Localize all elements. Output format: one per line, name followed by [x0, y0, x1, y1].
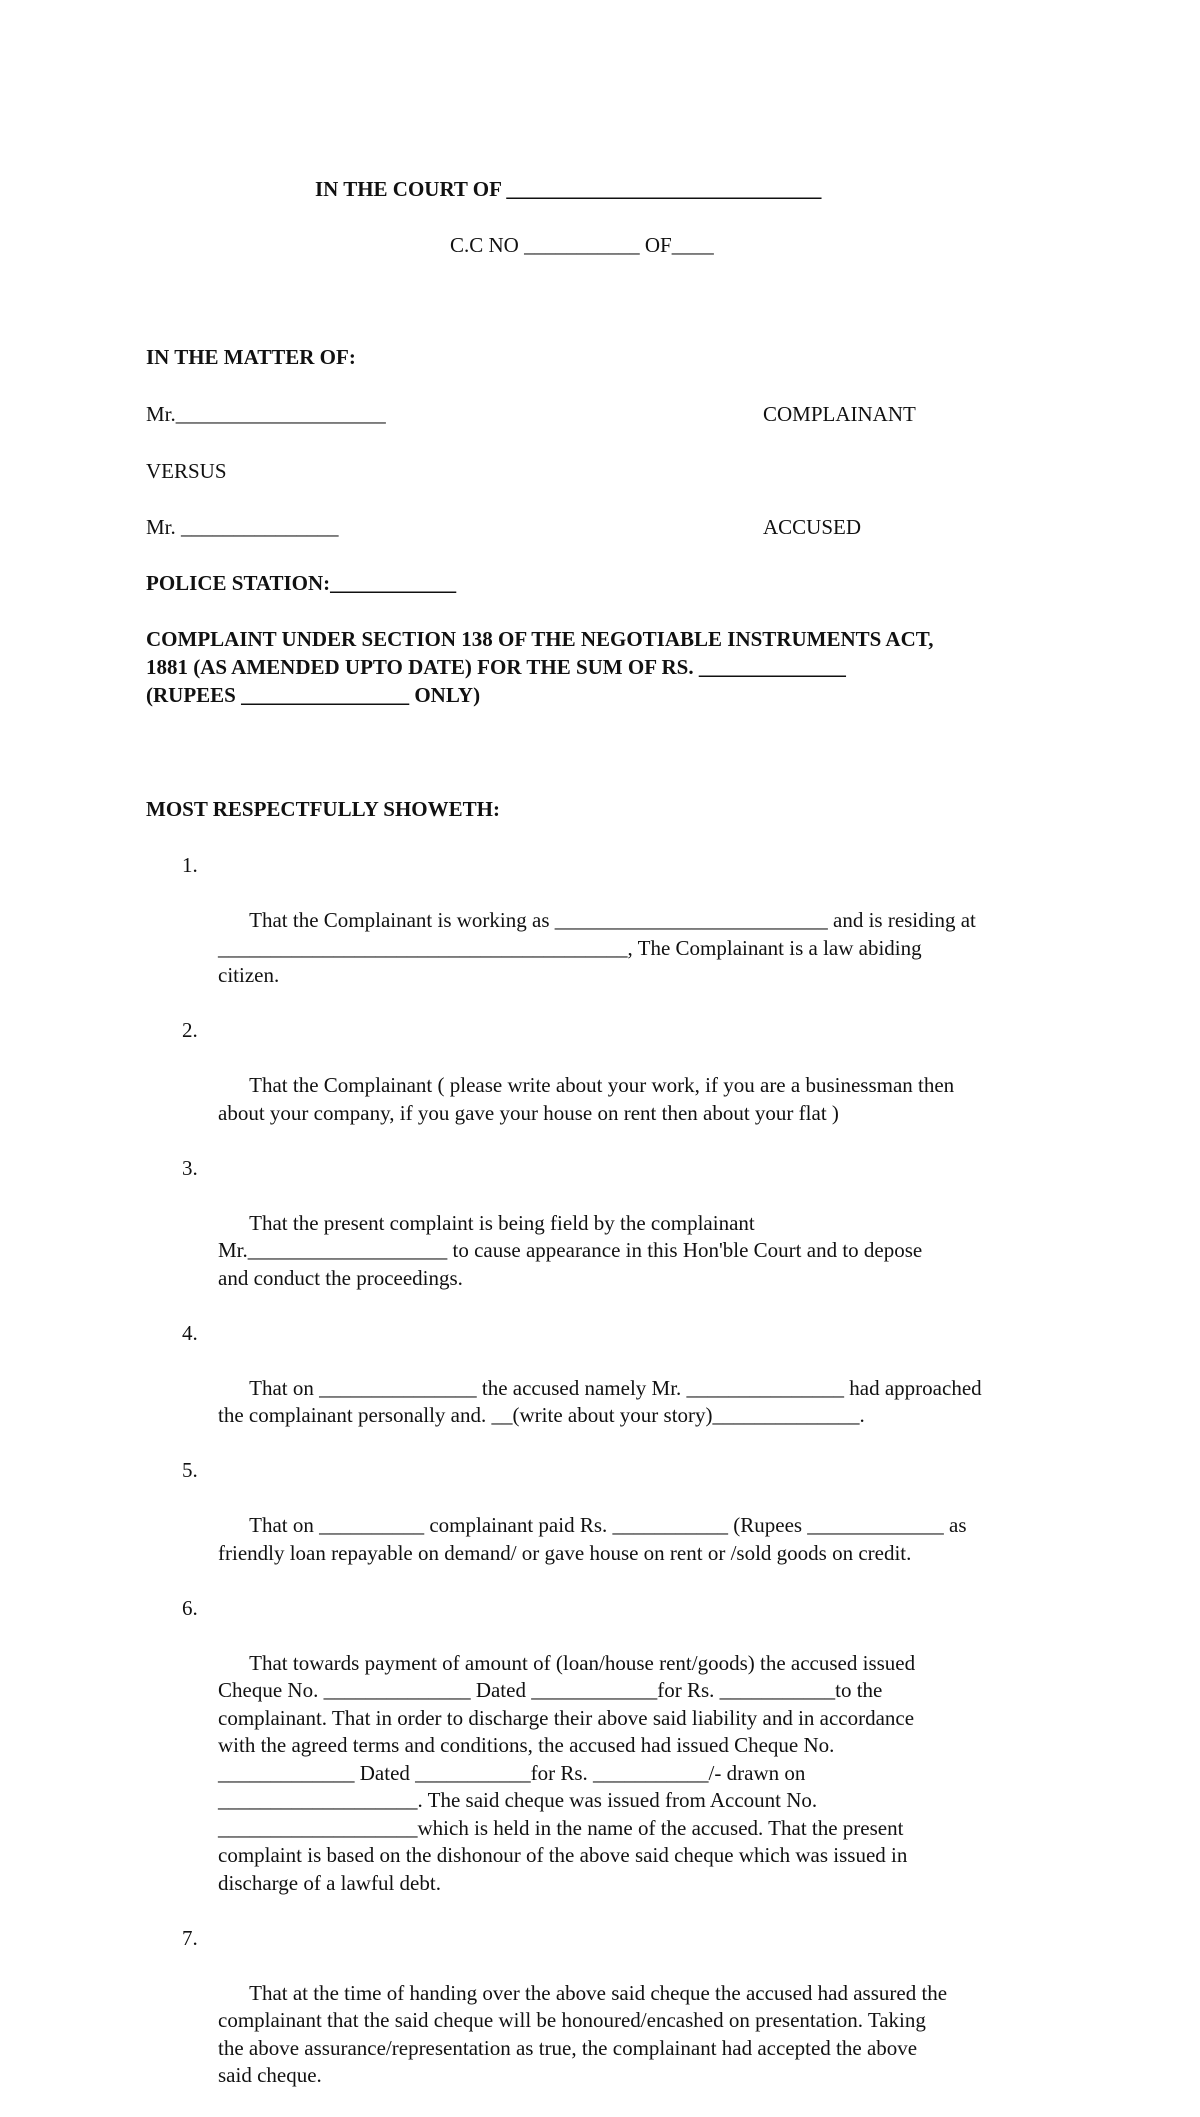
paragraph-number: 5.: [182, 1457, 198, 1485]
list-item: [146, 852, 1076, 1017]
accused-role: ACCUSED: [763, 514, 861, 541]
paragraph-number: 1.: [182, 852, 198, 880]
paragraph-number: 7.: [182, 1925, 198, 1953]
paragraph-text: That the Complainant is working as __________________________ and is residing at _______________________________________, The Complainant is a law abiding citizen.: [218, 908, 976, 987]
case-number-line: C.C NO ___________ OF____: [450, 232, 714, 259]
paragraph-number: 3.: [182, 1155, 198, 1183]
paragraph-text: That the Complainant ( please write about your work, if you are a businessman then about your company, if you gave your house on rent then about your flat ): [218, 1073, 954, 1125]
paragraph-text: That towards payment of amount of (loan/house rent/goods) the accused issued Cheque No. ______________ Dated ____________for Rs. ___________to the complainant. That in order to discharge their above said liability and in accordance with the agreed terms and conditions, the accused had issued Cheque No. _____________ Dated ___________for Rs. ___________/- drawn on ___________________. The said cheque was issued from Account No. ___________________which is held in the name of the accused. That the present complaint is based on the dishonour of the above said cheque which was issued in discharge of a lawful debt.: [218, 1651, 915, 1895]
paragraph-text: That at the time of handing over the above said cheque the accused had assured the complainant that the said cheque will be honoured/encashed on presentation. Taking the above assurance/representation as true, the complainant had accepted the above said cheque.: [218, 1981, 947, 2088]
complainant-role: COMPLAINANT: [763, 401, 916, 428]
paragraph-text: That the present complaint is being field by the complainant Mr.___________________ to cause appearance in this Hon'ble Court and to depose and conduct the proceedings.: [218, 1211, 922, 1290]
versus-label: VERSUS: [146, 458, 227, 485]
showeth-heading: MOST RESPECTFULLY SHOWETH:: [146, 796, 500, 823]
complaint-title: COMPLAINT UNDER SECTION 138 OF THE NEGOTIABLE INSTRUMENTS ACT, 1881 (AS AMENDED UPTO DATE) FOR THE SUM OF RS. ______________ (RUPEES ________________ ONLY): [146, 625, 1066, 709]
list-item: [146, 1017, 1076, 1155]
court-title: IN THE COURT OF ______________________________: [315, 176, 821, 203]
paragraph-number: 4.: [182, 1320, 198, 1348]
paragraph-number: 2.: [182, 1017, 198, 1045]
matter-heading: IN THE MATTER OF:: [146, 344, 356, 371]
paragraph-text: That on __________ complainant paid Rs. ___________ (Rupees _____________ as friendly loan repayable on demand/ or gave house on rent or /sold goods on credit.: [218, 1513, 967, 1565]
list-item: [146, 1155, 1076, 1320]
list-item: [146, 1925, 1076, 2117]
police-station-line: POLICE STATION:____________: [146, 570, 456, 597]
list-item: [146, 1595, 1076, 1925]
paragraph-number: 6.: [182, 1595, 198, 1623]
list-item: [146, 1457, 1076, 1595]
complainant-name-line: Mr.____________________: [146, 401, 386, 428]
numbered-paragraph-list: [146, 852, 1076, 2117]
list-item: [146, 1320, 1076, 1458]
paragraph-text: That on _______________ the accused namely Mr. _______________ had approached the complainant personally and. __(write about your story)______________.: [218, 1376, 982, 1428]
accused-name-line: Mr. _______________: [146, 514, 339, 541]
